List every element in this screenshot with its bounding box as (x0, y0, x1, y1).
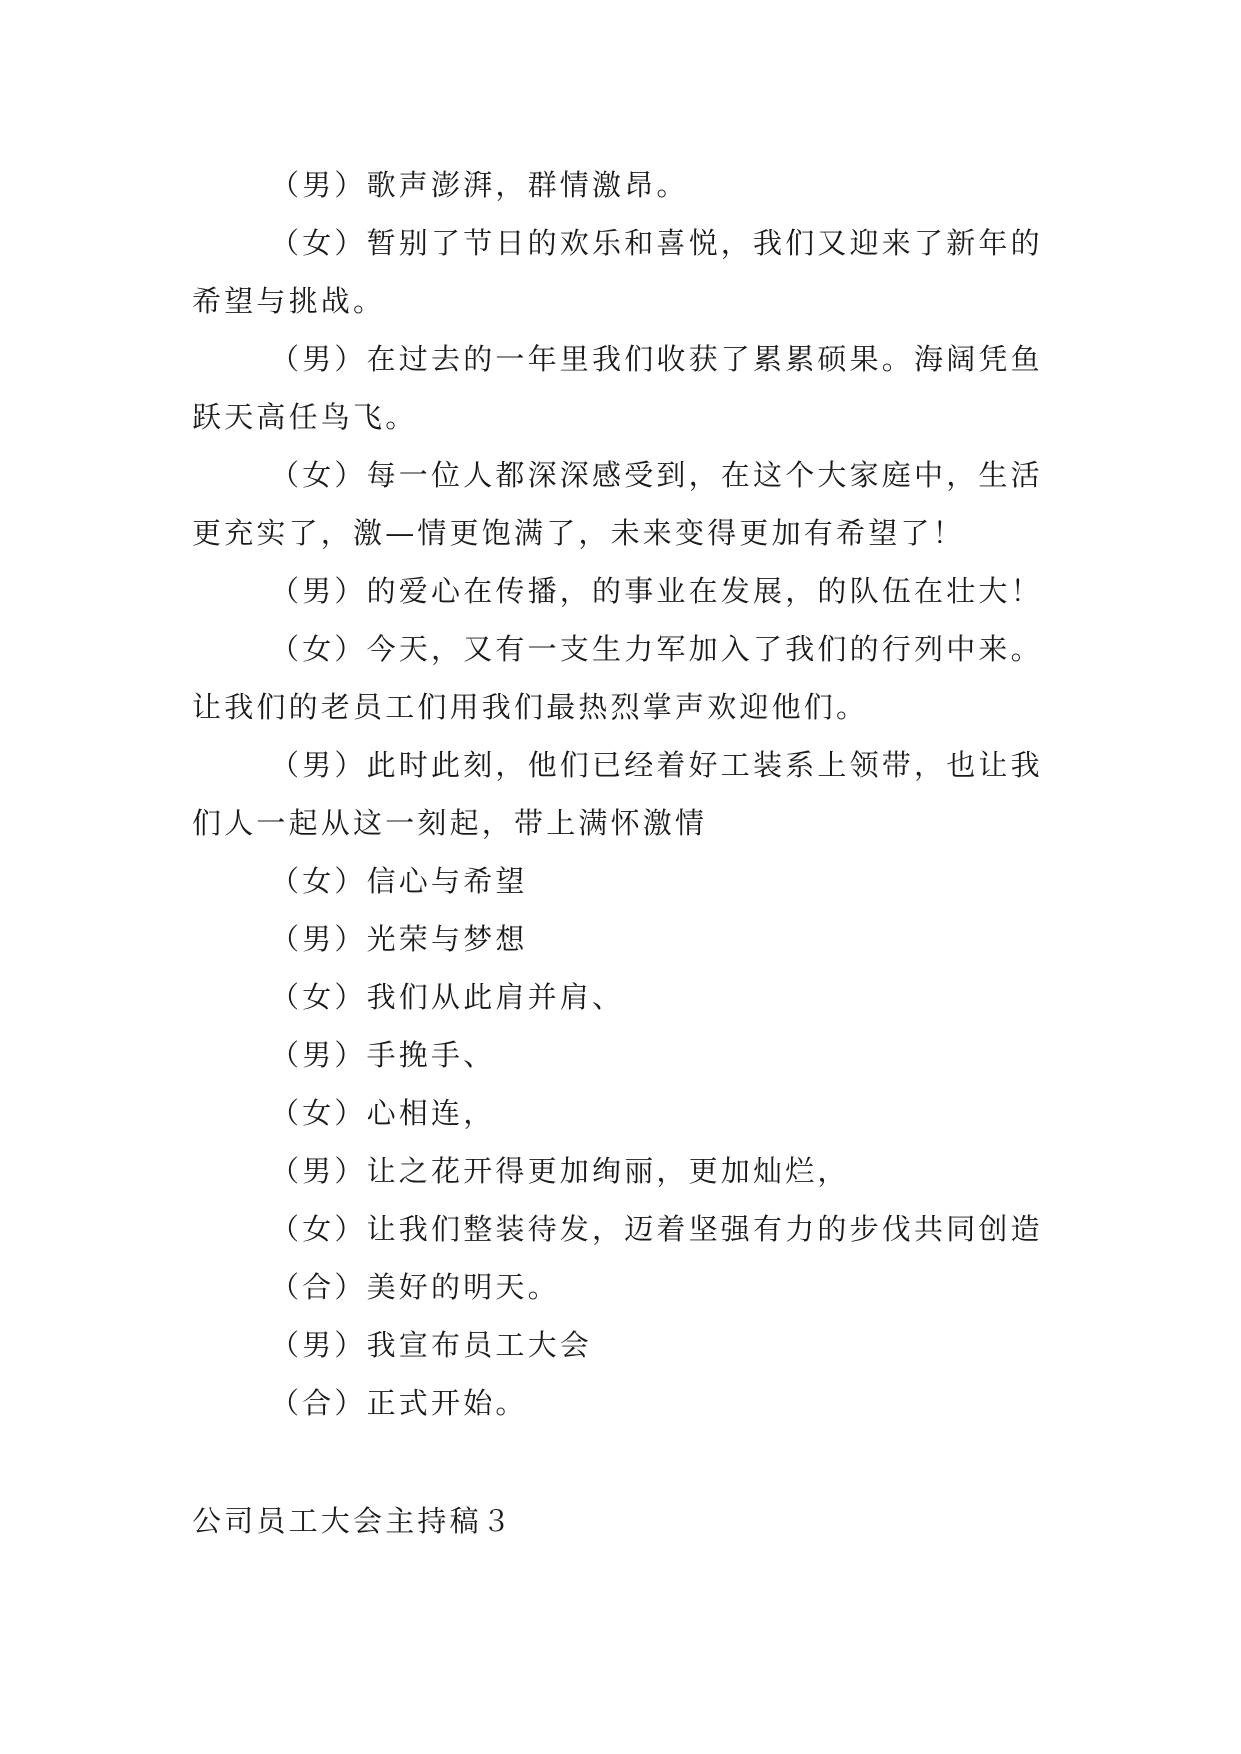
paragraph: （女）让我们整装待发，迈着坚强有力的步伐共同创造 (270, 1212, 1043, 1246)
paragraph: （女）每一位人都深深感受到，在这个大家庭中，生活更充实了，激—情更饱满了，未来变得更加有希望了！ (192, 458, 1043, 550)
paragraph: （女）心相连， (270, 1096, 496, 1130)
paragraph: （男）手挽手、 (270, 1038, 496, 1072)
paragraph: （男）在过去的一年里我们收获了累累硕果。海阔凭鱼跃天高任鸟飞。 (192, 342, 1043, 434)
paragraph: （男）此时此刻，他们已经着好工装系上领带，也让我们人一起从这一刻起，带上满怀激情 (192, 748, 1043, 840)
paragraph: （合）美好的明天。 (270, 1270, 560, 1304)
paragraph: （男）让之花开得更加绚丽，更加灿烂， (270, 1154, 850, 1188)
paragraph: （男）歌声澎湃，群情激昂。 (270, 168, 689, 202)
paragraph: （女）今天，又有一支生力军加入了我们的行列中来。让我们的老员工们用我们最热烈掌声欢迎他们。 (192, 632, 1043, 724)
paragraph: （女）暂别了节日的欢乐和喜悦，我们又迎来了新年的希望与挑战。 (192, 226, 1043, 318)
paragraph: （男）光荣与梦想 (270, 922, 528, 956)
paragraph: （男）的爱心在传播，的事业在发展，的队伍在壮大！ (270, 574, 1043, 608)
paragraph: （男）我宣布员工大会 (270, 1328, 593, 1362)
paragraph: （合）正式开始。 (270, 1386, 528, 1420)
paragraph: （女）信心与希望 (270, 864, 528, 898)
paragraph: （女）我们从此肩并肩、 (270, 980, 625, 1014)
section-heading: 公司员工大会主持稿３ (192, 1504, 515, 1538)
